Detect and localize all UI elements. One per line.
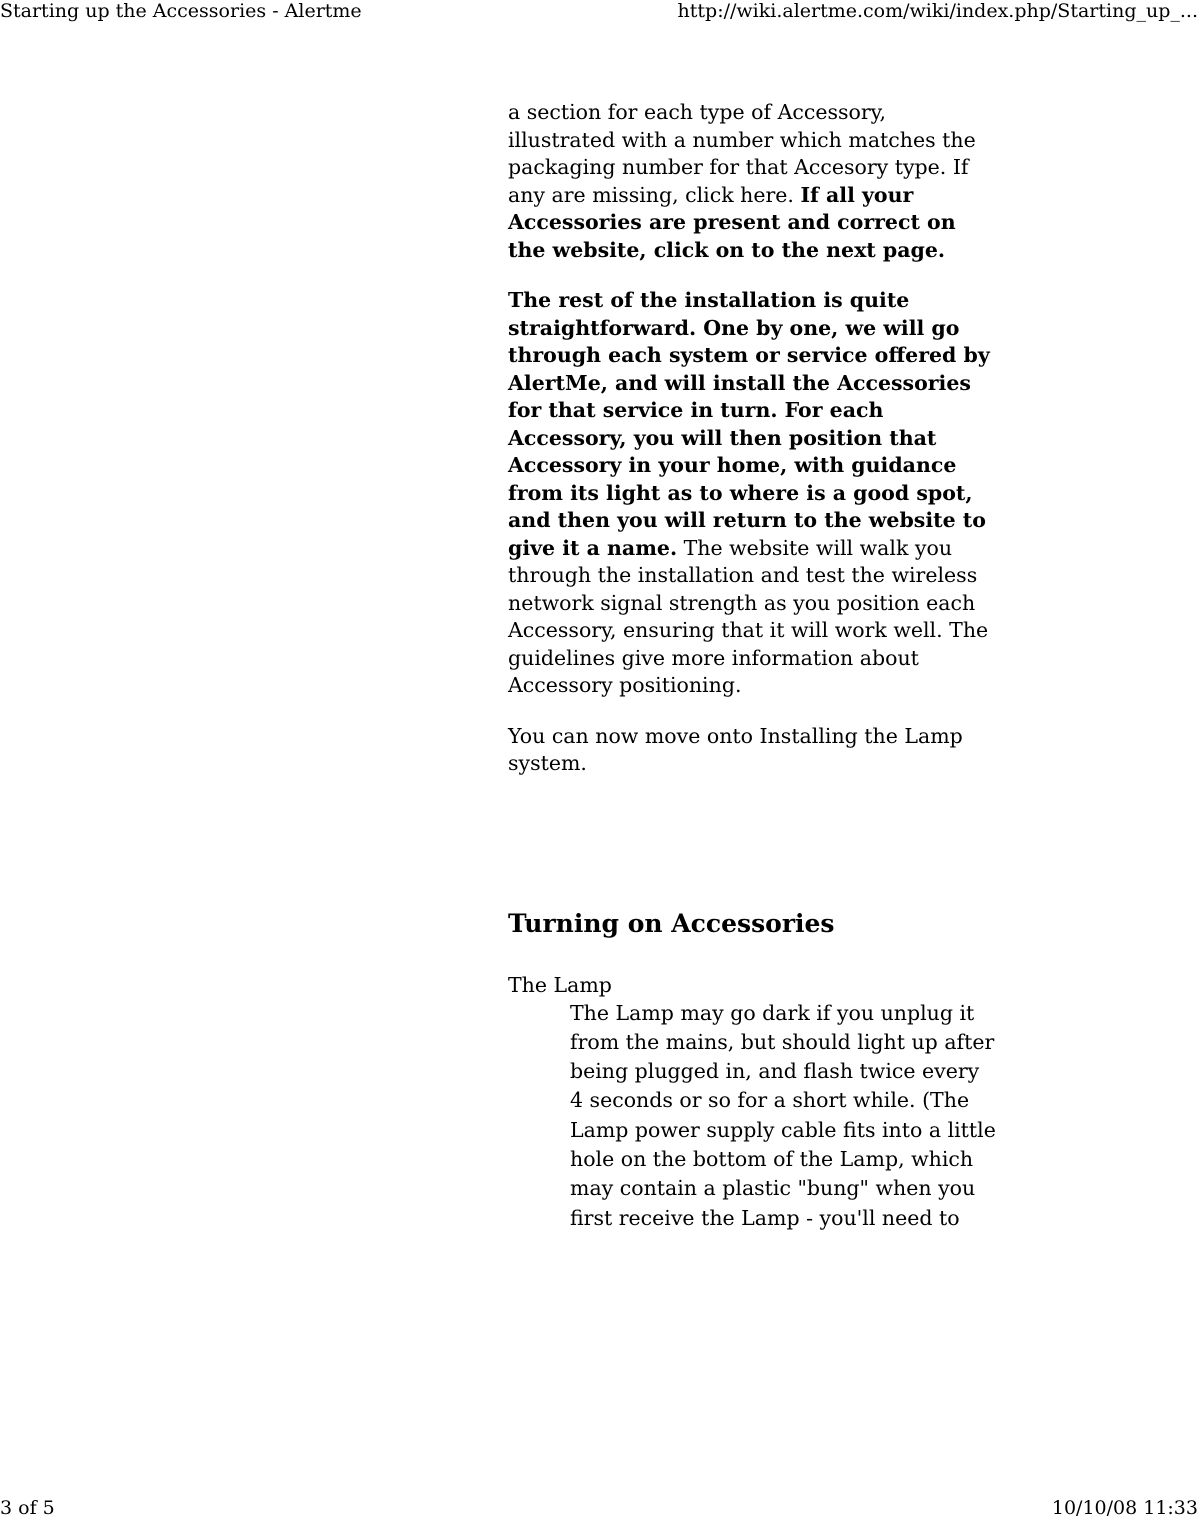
paragraph-bold-text: If all your Accessories are present and correct on the website, click on to the next page. [508, 182, 956, 262]
section-title: Turning on Accessories [508, 908, 835, 938]
paragraph-accessory-list [508, 99, 998, 264]
article-body [508, 99, 998, 1233]
accessory-definition-list [508, 971, 998, 1233]
page-number: 3 of 5 [0, 1497, 55, 1519]
spacer [508, 801, 998, 907]
page-title: Starting up the Accessories - Alertme [0, 0, 362, 22]
paragraph-text: The website will walk you through the installation and test the wireless network signal strength as you position each Accessory, ensuring that it will work well. The guidelines give more information about Accessory positioning. [508, 535, 989, 697]
paragraph-installation [508, 287, 998, 700]
lamp-term: The Lamp [508, 972, 612, 997]
paragraph-bold-text: The rest of the installation is quite straightforward. One by one, we will go through each system or service offered by AlertMe, and will install the Accessories for that service in turn. For each Accessory, you will then position that Accessory in your home, with guidance from its light as to where is a good spot, and then you will return to the website to give it a name. [508, 288, 990, 560]
lamp-description: The Lamp may go dark if you unplug it from the mains, but should light up after being plugged in, and flash twice every 4 seconds or so for a short while. (The Lamp power supply cable fits into a little hole on the bottom of the Lamp, which may contain a plastic "bung" when you first receive the Lamp - you'll need to [570, 1000, 996, 1230]
paragraph-text: You can now move onto Installing the Lamp system. [508, 723, 963, 775]
paragraph-next-step [508, 723, 998, 778]
print-datetime: 10/10/08 11:33 [1051, 1497, 1198, 1519]
paragraph-text: a section for each type of Accessory, illustrated with a number which matches the packaging number for that Accesory type. If any are missing, click here. [508, 100, 976, 207]
page-url: http://wiki.alertme.com/wiki/index.php/Starting_up_... [677, 0, 1198, 22]
